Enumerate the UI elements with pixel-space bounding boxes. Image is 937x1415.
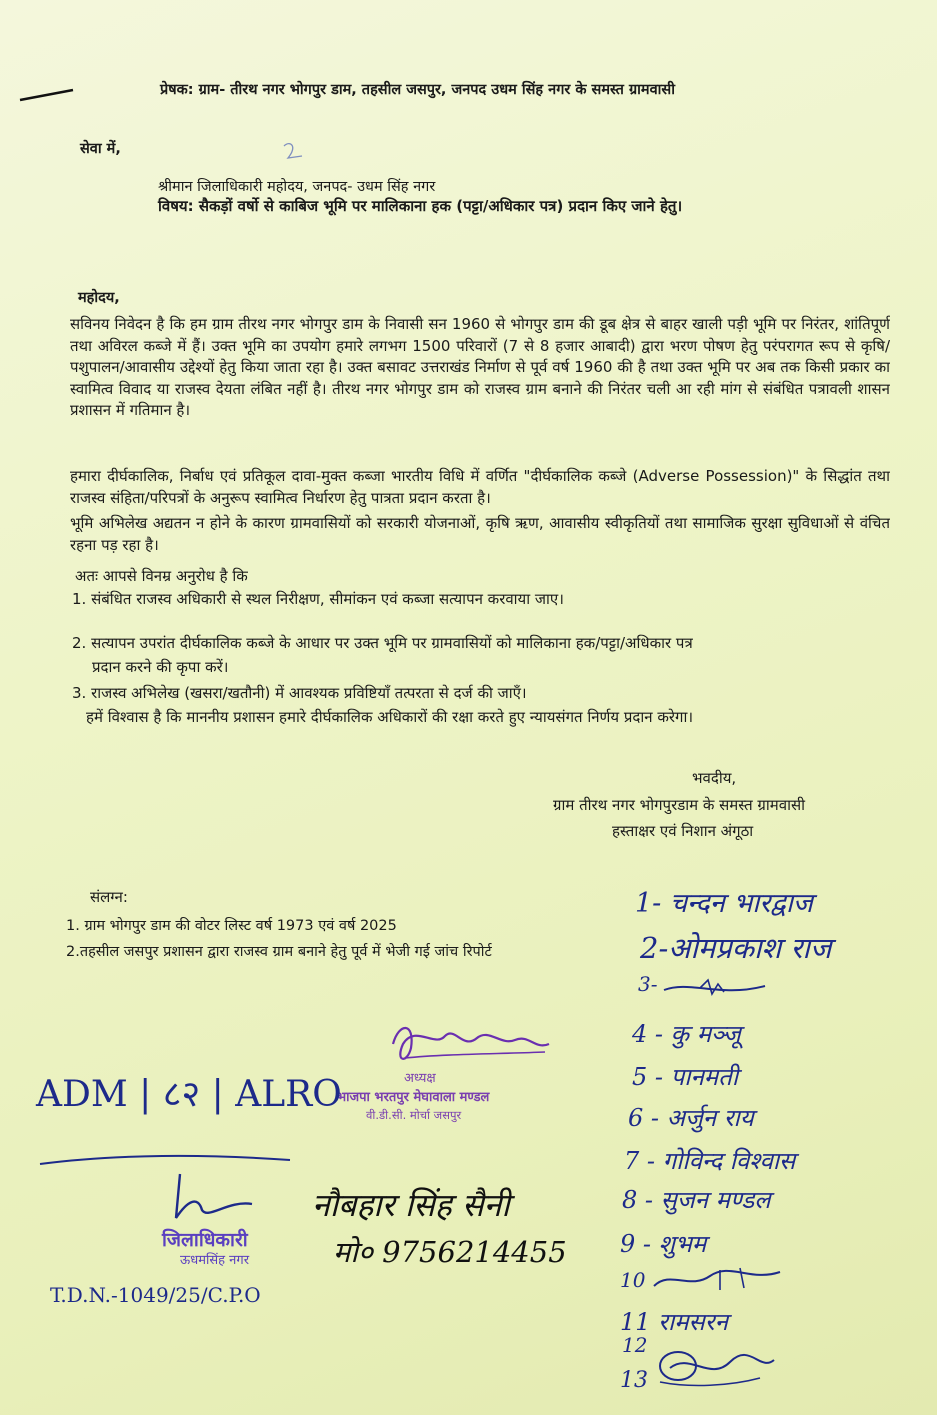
enclosure-item-2: 2.तहसील जसपुर प्रशासन द्वारा राजस्व ग्राम बनाने हेतु पूर्व में भेजी गई जांच रिपोर्ट: [66, 944, 492, 960]
dm-stamp-district: ऊधमसिंह नगर: [180, 1253, 250, 1268]
officer-marking: ADM | ८२ | ALRO: [36, 1074, 342, 1115]
enclosure-item-1: 1. ग्राम भोगपुर डाम की वोटर लिस्ट वर्ष 1973 एवं वर्ष 2025: [66, 918, 397, 934]
handwritten-name-9: 9 - शुभम: [620, 1230, 707, 1258]
handwritten-name-4: 4 - कु मञ्जू: [632, 1020, 741, 1048]
stamp-line-2: भाजपा भरतपुर मेघावाला मण्डल: [337, 1090, 490, 1105]
closing-line: हमें विश्वास है कि माननीय प्रशासन हमारे दीर्घकालिक अधिकारों की रक्षा करते हुए न्यायसंगत निर्णय प्रदान करेगा।: [86, 708, 694, 726]
marking-underline: [36, 1150, 296, 1170]
handwritten-name-1: 1- चन्दन भारद्वाज: [635, 888, 813, 919]
stamp-line-3: वी.डी.सी. मोर्चा जसपुर: [366, 1108, 462, 1122]
request-intro: अतः आपसे विनम्र अनुरोध है कि: [75, 567, 248, 585]
signature-3: [660, 976, 770, 1002]
signoff-sign-label: हस्ताक्षर एवं निशान अंगूठा: [612, 822, 754, 840]
enclosure-label: संलग्न:: [90, 888, 128, 906]
signer-mobile: मो० 9756214455: [333, 1235, 567, 1269]
reference-number: T.D.N.-1049/25/C.P.O: [50, 1283, 261, 1307]
dm-stamp-office: जिलाधिकारी: [162, 1229, 248, 1251]
dm-signature: [168, 1170, 258, 1226]
stamp-line-1: अध्यक्ष: [404, 1071, 436, 1086]
handwritten-name-12: 12: [622, 1333, 648, 1357]
signer-name: नौबहार सिंह सैनी: [312, 1186, 510, 1224]
request-2-cont: प्रदान करने की कृपा करें।: [92, 658, 229, 676]
signature-13: [650, 1342, 780, 1394]
handwritten-name-10: 10: [620, 1268, 646, 1292]
sender-line: प्रेषक: ग्राम- तीरथ नगर भोगपुर डाम, तहसील जसपुर, जनपद उधम सिंह नगर के समस्त ग्रामवासी: [160, 82, 675, 98]
paragraph-3: भूमि अभिलेख अद्यतन न होने के कारण ग्रामवासियों को सरकारी योजनाओं, कृषि ऋण, आवासीय स्वीकृतियों तथा सामाजिक सुरक्षा सुविधाओं से वंचित रहना पड़ रहा है।: [70, 514, 890, 554]
subject-line: विषय: सैकड़ों वर्षो से काबिज भूमि पर मालिकाना हक (पट्टा/अधिकार पत्र) प्रदान किए जाने हेतु।: [158, 197, 683, 215]
request-1: 1. संबंधित राजस्व अधिकारी से स्थल निरीक्षण, सीमांकन एवं कब्जा सत्यापन करवाया जाए।: [72, 590, 564, 608]
president-signature: [385, 1014, 555, 1074]
request-2: 2. सत्यापन उपरांत दीर्घकालिक कब्जे के आधार पर उक्त भूमि पर ग्रामवासियों को मालिकाना हक/पट्टा/अधिकार पत्र: [72, 634, 693, 652]
handwritten-name-6: 6 - अर्जुन राय: [628, 1104, 754, 1132]
handwritten-name-8: 8 - सुजन मण्डल: [622, 1186, 771, 1214]
paragraph-2: हमारा दीर्घकालिक, निर्बाध एवं प्रतिकूल दावा-मुक्त कब्जा भारतीय विधि में वर्णित "दीर्घकालिक कब्जे (Adverse Possession)" के सिद्धांत तथा राजस्व संहिता/परिपत्रों के अनुरूप स्वामित्व निर्धारण हेतु पात्रता प्रदान करता है।: [70, 467, 890, 507]
request-3: 3. राजस्व अभिलेख (खसरा/खतौनी) में आवश्यक प्रविष्टियाँ तत्परता से दर्ज की जाएँ।: [72, 684, 527, 702]
signature-10: [650, 1264, 790, 1296]
margin-mark: [18, 86, 78, 106]
salutation: महोदय,: [78, 290, 120, 306]
signoff-yours: भवदीय,: [692, 769, 737, 787]
signoff-from: ग्राम तीरथ नगर भोगपुरडाम के समस्त ग्रामवासी: [553, 796, 805, 814]
addressee: श्रीमान जिलाधिकारी महोदय, जनपद- उधम सिंह नगर: [158, 179, 436, 195]
handwritten-name-13: 13: [620, 1368, 648, 1393]
pencil-mark: [280, 140, 308, 164]
handwritten-name-7: 7 - गोविन्द विश्वास: [624, 1147, 796, 1175]
handwritten-name-3: 3-: [638, 972, 658, 996]
to-label: सेवा में,: [80, 141, 121, 157]
handwritten-name-5: 5 - पानमती: [632, 1063, 739, 1091]
handwritten-name-2: 2-ओमप्रकाश राज: [640, 931, 832, 965]
handwritten-name-11: 11 रामसरन: [620, 1308, 728, 1336]
paragraph-1: सविनय निवेदन है कि हम ग्राम तीरथ नगर भोगपुर डाम के निवासी सन 1960 से भोगपुर डाम की डूब क्षेत्र से बाहर खाली पड़ी भूमि पर निरंतर, शांतिपूर्ण तथा अविरल कब्जे में हैं। उक्त भूमि का उपयोग हमारे लगभग 1500 परिवारों (7 से 8 हजार आबादी) द्वारा भरण पोषण हेतु परंपरागत रूप से कृषि/पशुपालन/आवासीय उद्देश्यों हेतु किया जाता रहा है। उक्त बसावट उत्तराखंड निर्माण से पूर्व वर्ष 1960 की है तथा उक्त भूमि पर अब तक किसी प्रकार का स्वामित्व विवाद या राजस्व देयता लंबित नहीं है। तीरथ नगर भोगपुर डाम को राजस्व ग्राम बनाने की निरंतर चली आ रही मांग से संबंधित पत्रावली शासन प्रशासन में गतिमान है।: [70, 315, 890, 419]
